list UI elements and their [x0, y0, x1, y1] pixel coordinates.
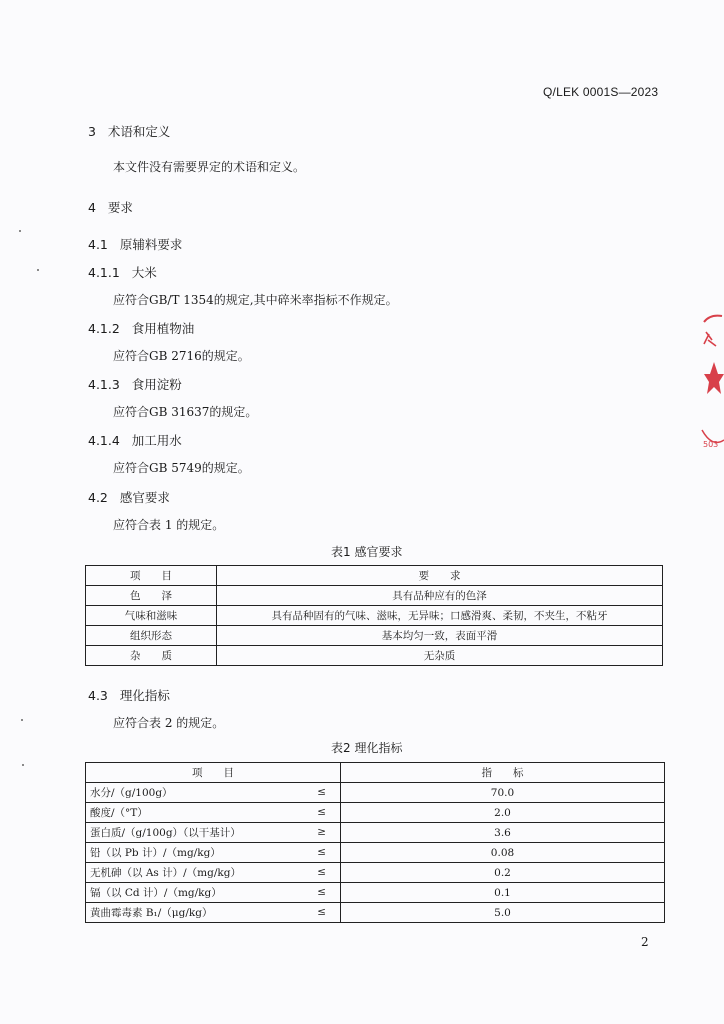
item-cell [86, 903, 341, 923]
margin-speck [19, 230, 21, 232]
value-cell: 70.0 [341, 783, 665, 803]
section-4-1-3-heading [88, 375, 182, 393]
item-label: 酸度/（°T） [90, 806, 148, 819]
section-number: 4.2 [88, 490, 108, 505]
table-row [86, 646, 663, 666]
item-cell: 杂 质 [86, 646, 217, 666]
comparison-symbol: ≤ [317, 886, 326, 898]
requirement-cell: 具有品种固有的气味、滋味，无异味；口感滑爽、柔韧，不夹生，不粘牙 [217, 606, 663, 626]
section-4-1-2-heading [88, 319, 194, 337]
table-header-row [86, 763, 665, 783]
item-cell: 色 泽 [86, 586, 217, 606]
item-cell: 气味和滋味 [86, 606, 217, 626]
section-4-2-heading [88, 488, 170, 506]
section-title: 大米 [131, 265, 157, 280]
table-row [86, 843, 665, 863]
table-row [86, 883, 665, 903]
section-number: 4.3 [88, 688, 108, 703]
section-title: 感官要求 [119, 490, 170, 505]
header-cell: 要 求 [217, 566, 663, 586]
item-label: 水分/（g/100g） [90, 786, 173, 799]
section-title: 加工用水 [131, 433, 182, 448]
seal-arc-top [704, 316, 722, 322]
section-title: 术语和定义 [107, 124, 171, 139]
comparison-symbol: ≤ [317, 846, 326, 858]
section-4-1-4-text: 应符合GB 5749的规定。 [113, 461, 250, 475]
value-cell: 0.1 [341, 883, 665, 903]
comparison-symbol: ≤ [317, 866, 326, 878]
section-number: 3 [88, 124, 96, 139]
margin-speck [37, 269, 39, 271]
section-title: 食用植物油 [131, 321, 195, 336]
section-title: 要求 [107, 200, 133, 215]
table-2-caption: 表2 理化指标 [331, 741, 403, 755]
section-4-2-text: 应符合表 1 的规定。 [113, 518, 225, 532]
item-cell [86, 863, 341, 883]
section-4-3-text: 应符合表 2 的规定。 [113, 716, 225, 730]
item-label: 蛋白质/（g/100g）（以干基计） [90, 826, 241, 839]
seal-text: 503 [703, 440, 719, 449]
table-row [86, 606, 663, 626]
table-row [86, 903, 665, 923]
item-cell [86, 803, 341, 823]
requirement-cell: 具有品种应有的色泽 [217, 586, 663, 606]
page-number: 2 [641, 935, 649, 949]
table-row [86, 823, 665, 843]
physicochemical-indicators-table [85, 762, 665, 923]
section-title: 食用淀粉 [131, 377, 182, 392]
comparison-symbol: ≤ [317, 786, 326, 798]
section-number: 4.1 [88, 237, 108, 252]
section-4-1-1-text: 应符合GB/T 1354的规定,其中碎米率指标不作规定。 [113, 293, 398, 307]
item-label: 黄曲霉毒素 B₁/（μg/kg） [90, 906, 213, 919]
section-number: 4.1.1 [88, 265, 120, 280]
requirement-cell: 无杂质 [217, 646, 663, 666]
item-label: 无机砷（以 As 计）/（mg/kg） [90, 866, 241, 879]
seal-star-icon [704, 362, 724, 394]
table-row [86, 586, 663, 606]
item-label: 镉（以 Cd 计）/（mg/kg） [90, 886, 222, 899]
section-4-1-1-heading [88, 263, 157, 281]
item-cell [86, 883, 341, 903]
item-cell: 组织形态 [86, 626, 217, 646]
item-cell [86, 783, 341, 803]
section-4-1-heading [88, 235, 182, 253]
item-cell [86, 823, 341, 843]
table-header-row [86, 566, 663, 586]
section-4-1-4-heading [88, 431, 182, 449]
section-3-heading [88, 122, 170, 140]
section-number: 4 [88, 200, 96, 215]
table-row [86, 863, 665, 883]
item-cell [86, 843, 341, 863]
comparison-symbol: ≤ [317, 806, 326, 818]
section-4-1-3-text: 应符合GB 31637的规定。 [113, 405, 258, 419]
table-row [86, 626, 663, 646]
section-number: 4.1.3 [88, 377, 120, 392]
value-cell: 3.6 [341, 823, 665, 843]
header-cell: 项 目 [86, 566, 217, 586]
section-3-text: 本文件没有需要界定的术语和定义。 [113, 160, 306, 174]
table-row [86, 783, 665, 803]
section-title: 原辅料要求 [119, 237, 183, 252]
margin-speck [21, 719, 23, 721]
value-cell: 2.0 [341, 803, 665, 823]
header-cell: 指 标 [341, 763, 665, 783]
value-cell: 5.0 [341, 903, 665, 923]
seal-character-fragment [704, 332, 716, 346]
comparison-symbol: ≤ [317, 906, 326, 918]
item-label: 铅（以 Pb 计）/（mg/kg） [90, 846, 221, 859]
section-4-heading [88, 198, 133, 216]
section-number: 4.1.4 [88, 433, 120, 448]
table-row [86, 803, 665, 823]
value-cell: 0.2 [341, 863, 665, 883]
header-cell: 项 目 [86, 763, 341, 783]
section-4-3-heading [88, 686, 170, 704]
document-number: Q/LEK 0001S—2023 [543, 85, 659, 99]
sensory-requirements-table [85, 565, 663, 666]
requirement-cell: 基本均匀一致，表面平滑 [217, 626, 663, 646]
section-4-1-2-text: 应符合GB 2716的规定。 [113, 349, 250, 363]
section-number: 4.1.2 [88, 321, 120, 336]
official-seal-fragment [696, 310, 724, 460]
value-cell: 0.08 [341, 843, 665, 863]
comparison-symbol: ≥ [317, 826, 326, 838]
margin-speck [22, 764, 24, 766]
table-1-caption: 表1 感官要求 [331, 545, 403, 559]
section-title: 理化指标 [119, 688, 170, 703]
